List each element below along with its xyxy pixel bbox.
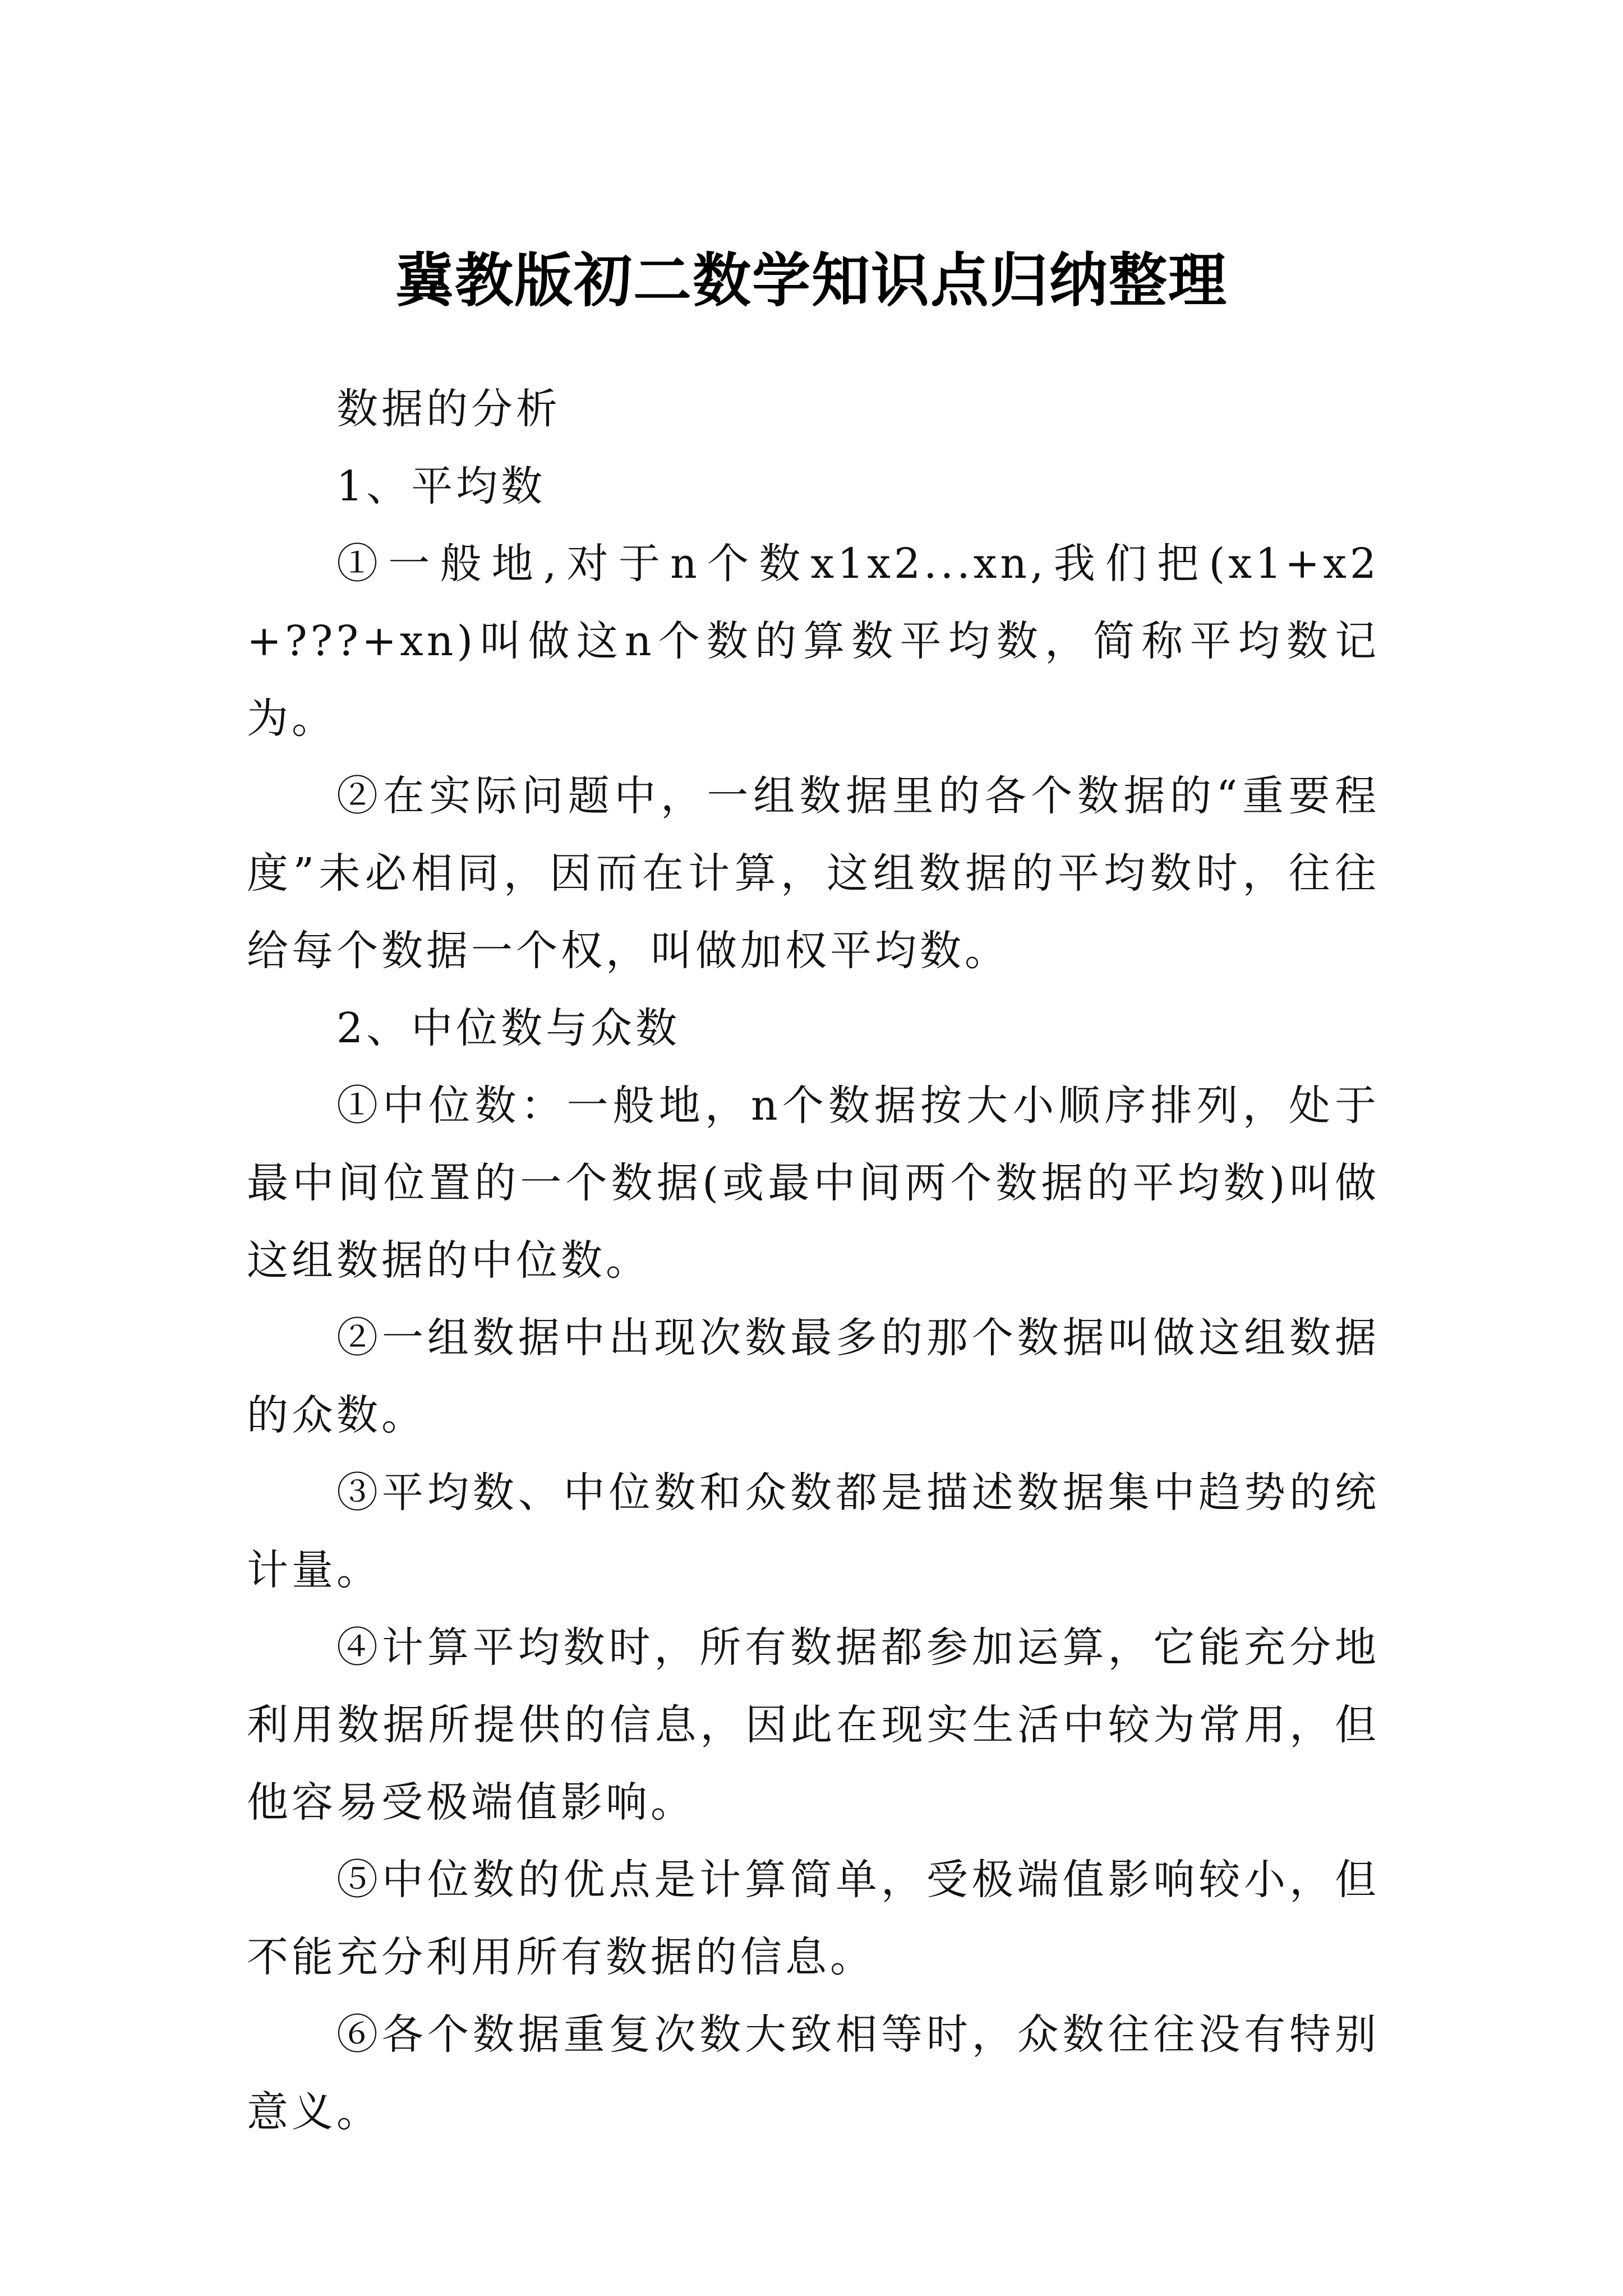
section-heading-data-analysis: 数据的分析 [336,385,561,433]
paragraph-median-definition: ①中位数：一般地，n个数据按大小顺序排列，处于最中间位置的一个数据(或最中间两个数据的平均数)叫做这组数据的中位数。 [247,1082,1380,1285]
paragraph-mode-definition: ②一组数据中出现次数最多的那个数据叫做这组数据的众数。 [247,1314,1380,1439]
paragraph-weighted-mean: ②在实际问题中，一组数据里的各个数据的“重要程度”未必相同，因而在计算，这组数据的平均数时，往往给每个数据一个权，叫做加权平均数。 [247,772,1380,975]
document-title: 冀教版初二数学知识点归纳整理 [395,246,1228,315]
document-body [247,370,1380,2151]
paragraph-median-properties: ⑤中位数的优点是计算简单，受极端值影响较小，但不能充分利用所有数据的信息。 [247,1856,1380,1981]
paragraph-mean-properties: ④计算平均数时，所有数据都参加运算，它能充分地利用数据所提供的信息，因此在现实生活中较为常用，但他容易受极端值影响。 [247,1623,1380,1826]
paragraph-central-tendency: ③平均数、中位数和众数都是描述数据集中趋势的统计量。 [247,1469,1380,1594]
paragraph-mode-properties: ⑥各个数据重复次数大致相等时，众数往往没有特别意义。 [247,2010,1380,2136]
subheading-median-mode: 2、中位数与众数 [336,1004,681,1052]
paragraph-mean-definition: ①一般地,对于n个数x1x2...xn,我们把(x1+x2+???+xn)叫做这n个数的算数平均数，简称平均数记为。 [247,540,1380,743]
subheading-mean: 1、平均数 [336,462,546,510]
